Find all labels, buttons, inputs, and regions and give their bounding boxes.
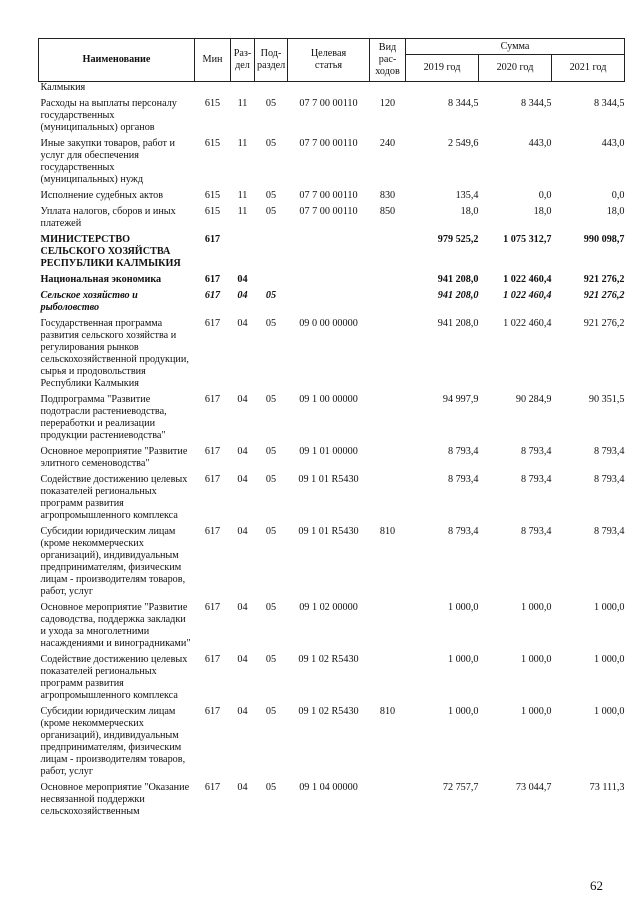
row-razdel: 04 [237, 394, 248, 405]
table-header [39, 39, 625, 82]
table-row [39, 598, 625, 650]
row-podrazdel [255, 270, 288, 286]
row-sum-2020: 0,0 [538, 190, 552, 201]
table-row [39, 270, 625, 286]
row-name: Иные закупки товаров, работ и услуг для обеспечения государственных (муниципальных) нужд [40, 138, 175, 185]
row-sum-2019: 8 344,5 [447, 98, 479, 109]
row-celevaya: 09 0 00 00000 [299, 318, 358, 329]
row-name: Расходы на выплаты персоналу государственных (муниципальных) органов [40, 98, 177, 133]
row-celevaya: 09 1 02 00000 [299, 602, 358, 613]
row-min: 617 [204, 234, 221, 245]
row-vid [370, 470, 406, 522]
row-sum-2020: 1 022 460,4 [503, 274, 552, 285]
row-sum-2020 [479, 82, 552, 95]
row-min: 617 [204, 526, 221, 537]
header-2021: 2021 год [552, 55, 625, 82]
row-sum-2020: 73 044,7 [515, 782, 552, 793]
header-vid: Вид рас- ходов [370, 39, 406, 82]
row-min: 617 [204, 318, 221, 329]
row-podrazdel: 05 [265, 190, 277, 201]
row-name: Сельское хозяйство и рыболовство [40, 290, 138, 313]
table-row [39, 470, 625, 522]
row-min: 617 [204, 782, 221, 793]
row-podrazdel: 05 [265, 654, 277, 665]
row-sum-2019 [406, 82, 479, 95]
row-name: Субсидии юридическим лицам (кроме некоммерческих организаций), индивидуальным предпринимателям, физическим лицам - производителям товаров, работ, услуг [40, 526, 186, 597]
row-sum-2021: 8 344,5 [593, 98, 625, 109]
row-sum-2021 [552, 82, 625, 95]
row-sum-2021: 921 276,2 [583, 274, 625, 285]
row-razdel: 04 [237, 602, 248, 613]
row-celevaya [288, 286, 370, 314]
row-sum-2019: 1 000,0 [447, 602, 479, 613]
row-name: Исполнение судебных актов [40, 190, 164, 201]
row-vid: 850 [379, 206, 396, 217]
row-podrazdel: 05 [265, 526, 277, 537]
header-name: Наименование [39, 39, 195, 82]
row-celevaya: 07 7 00 00110 [299, 98, 358, 109]
row-sum-2019: 8 793,4 [447, 526, 479, 537]
row-name: Государственная программа развития сельского хозяйства и регулирования рынков сельскохозяйственной продукции, сырья и продовольствия Республики Калмыкия [40, 318, 189, 389]
row-name: Содействие достижению целевых показателей региональных программ развития агропромышленного комплекса [40, 474, 188, 521]
row-sum-2020: 8 344,5 [520, 98, 552, 109]
row-sum-2021: 921 276,2 [583, 318, 625, 329]
row-sum-2019: 941 208,0 [437, 274, 479, 285]
row-sum-2019: 18,0 [460, 206, 479, 217]
table-row [39, 314, 625, 390]
header-2020: 2020 год [479, 55, 552, 82]
row-sum-2021: 1 000,0 [593, 602, 625, 613]
row-celevaya: 09 1 02 R5430 [298, 706, 359, 717]
row-sum-2021: 18,0 [606, 206, 625, 217]
row-podrazdel: 05 [265, 474, 277, 485]
row-sum-2021: 73 111,3 [589, 782, 625, 793]
row-sum-2020: 8 793,4 [520, 474, 552, 485]
row-vid [370, 650, 406, 702]
row-celevaya: 09 1 02 R5430 [298, 654, 359, 665]
row-podrazdel: 05 [265, 394, 277, 405]
row-sum-2019: 135,4 [455, 190, 479, 201]
row-sum-2020: 443,0 [528, 138, 552, 149]
row-razdel [231, 82, 255, 95]
row-min: 617 [204, 446, 221, 457]
row-sum-2021: 90 351,5 [588, 394, 625, 405]
row-min: 617 [204, 706, 221, 717]
row-name: Уплата налогов, сборов и иных платежей [40, 206, 176, 229]
row-vid [370, 390, 406, 442]
row-celevaya: 07 7 00 00110 [299, 190, 358, 201]
row-podrazdel: 05 [265, 98, 277, 109]
header-2019: 2019 год [406, 55, 479, 82]
row-name: Субсидии юридическим лицам (кроме некоммерческих организаций), индивидуальным предпринимателям, физическим лицам - производителям товаров, работ, услуг [40, 706, 186, 777]
row-min: 617 [204, 394, 221, 405]
row-celevaya: 09 1 04 00000 [299, 782, 358, 793]
row-name: МИНИСТЕРСТВО СЕЛЬСКОГО ХОЗЯЙСТВА РЕСПУБЛИКИ КАЛМЫКИЯ [40, 234, 181, 269]
row-vid: 810 [379, 706, 396, 717]
row-sum-2021: 8 793,4 [593, 526, 625, 537]
row-name: Основное мероприятие "Оказание несвязанной поддержки сельскохозяйственным [40, 782, 190, 817]
row-podrazdel: 05 [265, 706, 277, 717]
row-min: 617 [204, 654, 221, 665]
row-razdel: 11 [237, 206, 248, 217]
row-podrazdel: 05 [265, 782, 277, 793]
row-min: 617 [204, 602, 221, 613]
row-podrazdel: 05 [265, 446, 277, 457]
row-sum-2019: 1 000,0 [447, 654, 479, 665]
row-min: 615 [204, 138, 221, 149]
row-podrazdel: 05 [265, 602, 277, 613]
table-row [39, 442, 625, 470]
row-vid: 830 [379, 190, 396, 201]
row-name: Национальная экономика [40, 274, 162, 285]
table-row [39, 82, 625, 95]
row-vid [370, 442, 406, 470]
row-sum-2020: 18,0 [533, 206, 552, 217]
row-sum-2020: 1 000,0 [520, 654, 552, 665]
row-sum-2020: 1 022 460,4 [503, 318, 552, 329]
row-razdel: 04 [237, 318, 248, 329]
budget-table [38, 38, 625, 818]
row-razdel [231, 230, 255, 270]
row-name: Содействие достижению целевых показателей региональных программ развития агропромышленного комплекса [40, 654, 188, 701]
row-min [195, 82, 231, 95]
row-sum-2020: 1 000,0 [520, 602, 552, 613]
row-razdel: 04 [237, 782, 248, 793]
row-vid: 240 [379, 138, 396, 149]
row-podrazdel [255, 230, 288, 270]
header-podrazdel: Под- раздел [255, 39, 288, 82]
row-sum-2019: 8 793,4 [447, 446, 479, 457]
table-row [39, 702, 625, 778]
row-razdel: 11 [237, 98, 248, 109]
table-row [39, 134, 625, 186]
row-sum-2021: 8 793,4 [593, 474, 625, 485]
row-celevaya: 09 1 01 R5430 [298, 474, 359, 485]
row-razdel: 04 [237, 706, 248, 717]
row-podrazdel: 05 [265, 206, 277, 217]
table-row [39, 650, 625, 702]
row-celevaya: 09 1 01 R5430 [298, 526, 359, 537]
row-celevaya: 09 1 00 00000 [299, 394, 358, 405]
header-summa: Сумма [406, 39, 625, 55]
row-sum-2019: 94 997,9 [442, 394, 479, 405]
table-row [39, 522, 625, 598]
row-min: 615 [204, 206, 221, 217]
row-razdel: 04 [237, 290, 248, 301]
row-vid [370, 598, 406, 650]
row-celevaya: 07 7 00 00110 [299, 206, 358, 217]
row-sum-2021: 990 098,7 [583, 234, 625, 245]
row-podrazdel: 05 [265, 138, 277, 149]
row-razdel: 11 [237, 190, 248, 201]
row-sum-2021: 1 000,0 [593, 706, 625, 717]
row-sum-2019: 941 208,0 [437, 318, 479, 329]
row-vid [370, 270, 406, 286]
row-sum-2021: 0,0 [611, 190, 625, 201]
row-sum-2019: 1 000,0 [447, 706, 479, 717]
row-name: Калмыкия [40, 82, 86, 93]
table-body [39, 82, 625, 819]
row-sum-2019: 72 757,7 [442, 782, 479, 793]
row-vid [370, 230, 406, 270]
row-vid [370, 82, 406, 95]
row-sum-2020: 1 022 460,4 [503, 290, 552, 301]
row-sum-2020: 90 284,9 [515, 394, 552, 405]
row-sum-2019: 941 208,0 [437, 290, 479, 301]
row-min: 615 [204, 98, 221, 109]
row-min: 615 [204, 190, 221, 201]
table-row [39, 202, 625, 230]
row-vid: 810 [379, 526, 396, 537]
row-sum-2021: 8 793,4 [593, 446, 625, 457]
row-sum-2019: 2 549,6 [447, 138, 479, 149]
row-razdel: 04 [237, 474, 248, 485]
row-sum-2021: 443,0 [601, 138, 625, 149]
row-sum-2021: 921 276,2 [583, 290, 625, 301]
page-number: 62 [590, 878, 603, 893]
row-razdel: 04 [237, 274, 248, 285]
row-sum-2020: 8 793,4 [520, 446, 552, 457]
row-celevaya: 09 1 01 00000 [299, 446, 358, 457]
table-row [39, 230, 625, 270]
row-razdel: 04 [237, 654, 248, 665]
table-row [39, 94, 625, 134]
row-sum-2020: 1 000,0 [520, 706, 552, 717]
row-min: 617 [204, 290, 221, 301]
row-podrazdel: 05 [265, 318, 277, 329]
table-row [39, 778, 625, 818]
row-sum-2019: 979 525,2 [437, 234, 479, 245]
document-page [38, 38, 624, 818]
table-row [39, 286, 625, 314]
row-min: 617 [204, 274, 221, 285]
row-vid: 120 [379, 98, 396, 109]
row-name: Подпрограмма "Развитие подотрасли растениеводства, переработки и реализации продукции растениеводства" [40, 394, 167, 441]
row-vid [370, 286, 406, 314]
row-vid [370, 314, 406, 390]
row-min: 617 [204, 474, 221, 485]
row-vid [370, 778, 406, 818]
row-celevaya: 07 7 00 00110 [299, 138, 358, 149]
row-sum-2019: 8 793,4 [447, 474, 479, 485]
header-min: Мин [195, 39, 231, 82]
row-podrazdel: 05 [265, 290, 277, 301]
header-celevaya: Целевая статья [288, 39, 370, 82]
row-name: Основное мероприятие "Развитие элитного семеноводства" [40, 446, 188, 469]
header-razdel: Раз- дел [231, 39, 255, 82]
row-celevaya [288, 270, 370, 286]
row-sum-2020: 8 793,4 [520, 526, 552, 537]
table-row [39, 186, 625, 202]
table-row [39, 390, 625, 442]
row-name: Основное мероприятие "Развитие садоводства, поддержка закладки и ухода за многолетними насаждениями и виноградниками" [40, 602, 191, 649]
row-podrazdel [255, 82, 288, 95]
row-sum-2021: 1 000,0 [593, 654, 625, 665]
row-sum-2020: 1 075 312,7 [503, 234, 552, 245]
row-celevaya [288, 82, 370, 95]
row-razdel: 11 [237, 138, 248, 149]
row-celevaya [288, 230, 370, 270]
row-razdel: 04 [237, 446, 248, 457]
row-razdel: 04 [237, 526, 248, 537]
